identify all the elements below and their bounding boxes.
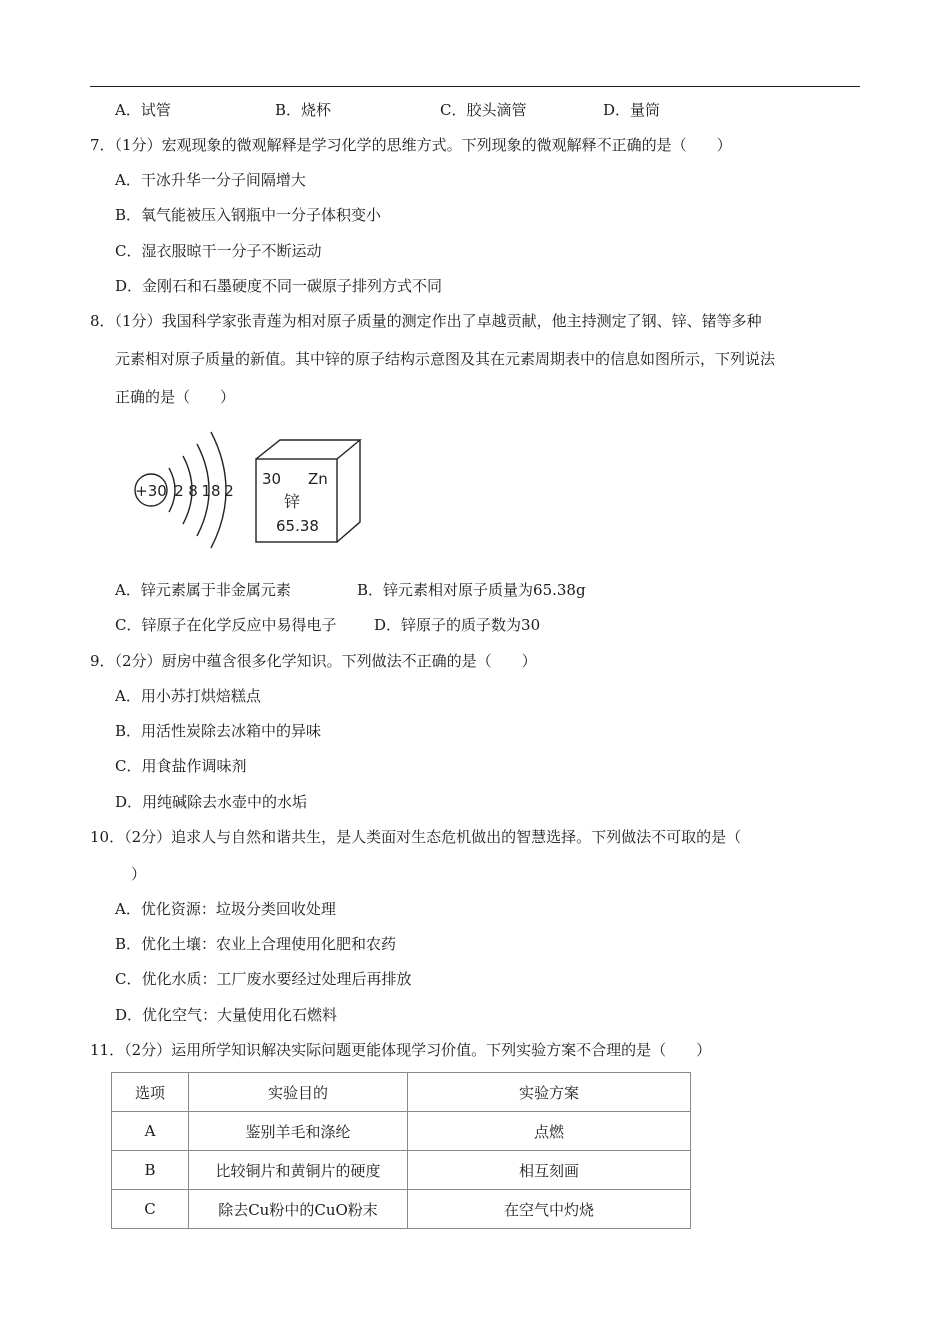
q8-option-d: D．锌原子的质子数为30 — [374, 616, 541, 634]
q9-option-c: C．用食盐作调味剂 — [115, 757, 247, 775]
q10-option-d: D．优化空气：大量使用化石燃料 — [115, 1006, 338, 1024]
q7-option-a: A．干冰升华一分子间隔增大 — [115, 171, 306, 189]
q6-option-d: D．量筒 — [603, 101, 661, 119]
zinc-figure — [125, 414, 370, 564]
q7-option-c: C．湿衣服晾干一分子不断运动 — [115, 242, 322, 260]
q10-stem-line-1: 10．（2分）追求人与自然和谐共生，是人类面对生态危机做出的智慧选择。下列做法不可取的是（ — [90, 828, 742, 846]
q8-stem-line-3: 正确的是（ ） — [115, 388, 236, 406]
q8-stem-line-1: 8．（1分）我国科学家张青莲为相对原子质量的测定作出了卓越贡献，他主持测定了钢、锌、锗等多种 — [90, 312, 762, 330]
table-row — [112, 1112, 691, 1151]
q6-option-c: C．胶头滴管 — [440, 101, 527, 119]
table-cell: 比较铜片和黄铜片的硬度 — [189, 1151, 408, 1190]
table-cell: B — [112, 1151, 189, 1190]
q10-stem-line-2: ） — [131, 865, 147, 883]
element-name: 锌 — [284, 492, 301, 511]
q8-stem-line-2: 元素相对原子质量的新值。其中锌的原子结构示意图及其在元素周期表中的信息如图所示，下列说法 — [115, 350, 776, 368]
table-row — [112, 1151, 691, 1190]
shell-electron-count: 2 — [224, 482, 234, 500]
q11-stem: 11．（2分）运用所学知识解决实际问题更能体现学习价值。下列实验方案不合理的是（ ） — [90, 1041, 712, 1059]
table-row — [112, 1190, 691, 1229]
cell-top-face — [256, 440, 360, 459]
q8-option-c: C．锌原子在化学反应中易得电子 — [115, 616, 337, 634]
table-cell: 点燃 — [408, 1112, 691, 1151]
q6-option-b: B．烧杯 — [275, 101, 332, 119]
experiment-table — [111, 1072, 691, 1229]
table-cell: C — [112, 1190, 189, 1229]
atomic-number: 30 — [262, 470, 282, 488]
q8-option-a: A．锌元素属于非金属元素 — [115, 581, 291, 599]
shell-electron-count: 8 — [188, 482, 198, 500]
q10-option-c: C．优化水质：工厂废水要经过处理后再排放 — [115, 970, 412, 988]
q9-option-b: B．用活性炭除去冰箱中的异味 — [115, 722, 322, 740]
nucleus-charge: +30 — [135, 482, 167, 500]
relative-atomic-mass: 65.38 — [276, 517, 319, 535]
q7-stem: 7．（1分）宏观现象的微观解释是学习化学的思维方式。下列现象的微观解释不正确的是（ ） — [90, 136, 732, 154]
shell-electron-count: 2 — [174, 482, 184, 500]
q9-option-a: A．用小苏打烘焙糕点 — [115, 687, 261, 705]
table-cell: 鉴别羊毛和涤纶 — [189, 1112, 408, 1151]
header-rule — [90, 86, 860, 87]
table-cell: 在空气中灼烧 — [408, 1190, 691, 1229]
table-cell: A — [112, 1112, 189, 1151]
q10-option-b: B．优化土壤：农业上合理使用化肥和农药 — [115, 935, 397, 953]
q6-option-a: A．试管 — [115, 101, 171, 119]
shell-electron-count: 18 — [201, 482, 221, 500]
table-cell: 除去Cu粉中的CuO粉末 — [189, 1190, 408, 1229]
table-cell: 相互刻画 — [408, 1151, 691, 1190]
q9-option-d: D．用纯碱除去水壶中的水垢 — [115, 793, 308, 811]
table-header-cell: 实验方案 — [408, 1073, 691, 1112]
q7-option-b: B．氧气能被压入钢瓶中一分子体积变小 — [115, 206, 382, 224]
q7-option-d: D．金刚石和石墨硬度不同一碳原子排列方式不同 — [115, 277, 443, 295]
table-header-cell: 选项 — [112, 1073, 189, 1112]
q8-option-b: B．锌元素相对原子质量为65.38g — [357, 581, 586, 599]
table-header-row — [112, 1073, 691, 1112]
q10-option-a: A．优化资源：垃圾分类回收处理 — [115, 900, 336, 918]
element-symbol: Zn — [308, 470, 328, 488]
table-header-cell: 实验目的 — [189, 1073, 408, 1112]
q9-stem: 9．（2分）厨房中蕴含很多化学知识。下列做法不正确的是（ ） — [90, 652, 537, 670]
